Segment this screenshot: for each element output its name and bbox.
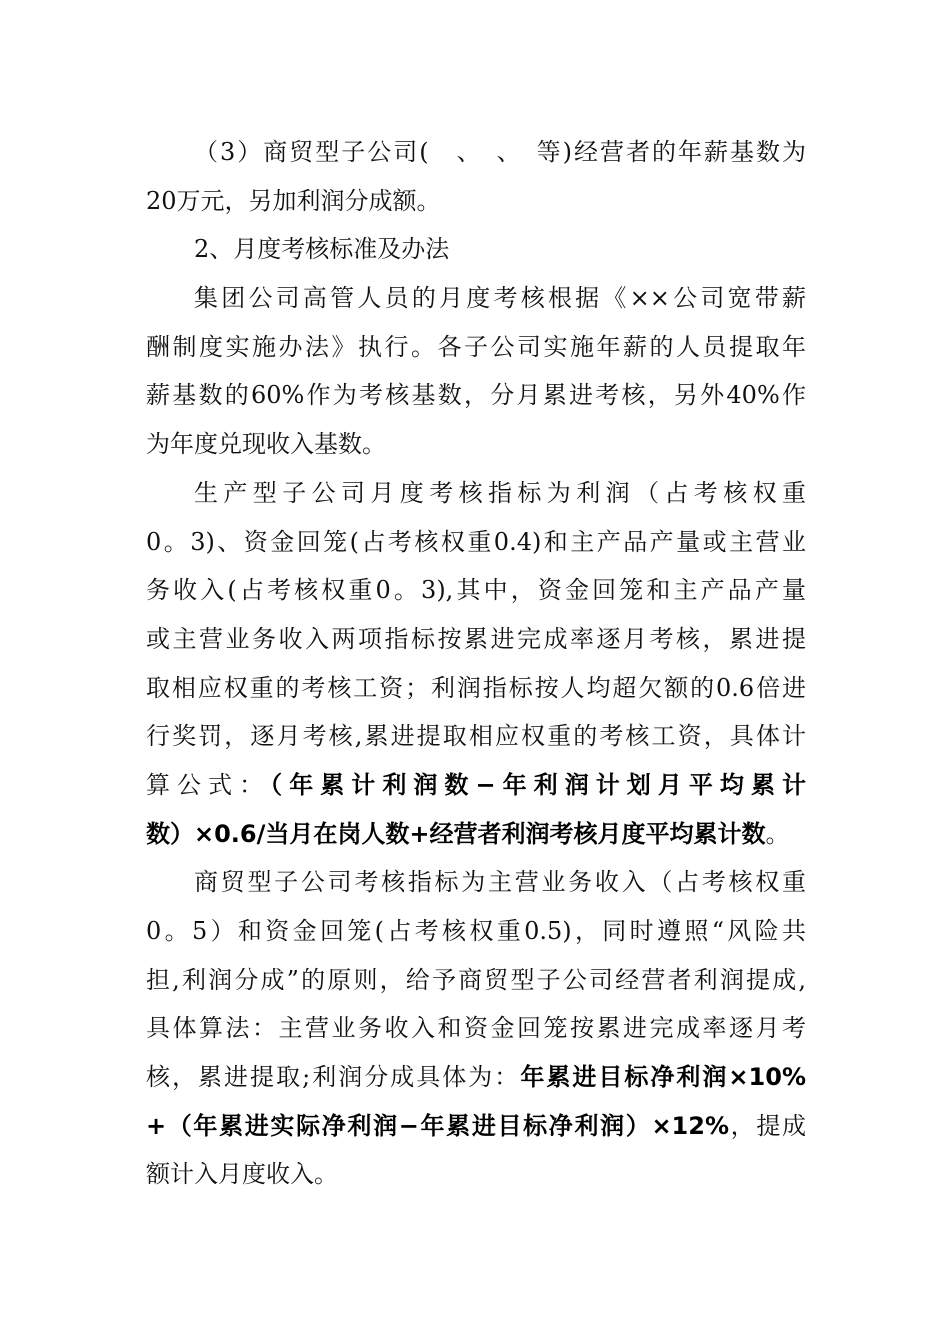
paragraph-line: 集团公司高管人员的月度考核根据《××公司宽带薪 [194,284,806,313]
formula-line [146,1102,806,1151]
paragraph-line: 商贸型子公司考核指标为主营业务收入（占考核权重 [194,868,806,897]
paragraph-line: 生产型子公司月度考核指标为利润（占考核权重 [194,478,806,507]
paragraph-line: 20万元，另加利润分成额。 [146,186,441,215]
formula-suffix: 。 [765,819,790,848]
formula-suffix: ，提成 [729,1111,806,1140]
formula-prefix: 算公式： [146,770,271,799]
paragraph-line: 行奖罚，逐月考核,累进提取相应权重的考核工资，具体计 [146,722,806,751]
paragraph-line: 取相应权重的考核工资；利润指标按人均超欠额的0.6倍进 [146,673,806,702]
paragraph-line: 担,利润分成”的原则，给予商贸型子公司经营者利润提成, [146,965,806,994]
paragraph-line: 务收入(占考核权重0。3),其中，资金回笼和主产品产量 [146,576,806,605]
section-heading: 2、月度考核标准及办法 [194,235,450,264]
paragraph-line: （3）商贸型子公司( 、 、 等)经营者的年薪基数为 [194,138,806,166]
document-body [146,128,806,1199]
formula-bold: +（年累进实际净利润−年累进目标净利润）×12% [146,1111,730,1140]
paragraph-line: 薪基数的60%作为考核基数，分月累进考核，另外40%作 [146,381,806,410]
formula-bold: 数）×0.6/当月在岗人数+经营者利润考核月度平均累计数 [146,819,766,848]
formula-line [146,1053,806,1102]
formula-line [146,810,806,859]
paragraph-line: 0。3)、资金回笼(占考核权重0.4)和主产品产量或主营业 [146,527,806,556]
paragraph-line: 具体算法：主营业务收入和资金回笼按累进完成率逐月考 [146,1014,806,1043]
paragraph-line: 0。5）和资金回笼(占考核权重0.5)，同时遵照“风险共 [146,917,806,945]
paragraph-line: 酬制度实施办法》执行。各子公司实施年薪的人员提取年 [146,332,806,361]
formula-bold: 年累进目标净利润×10% [520,1063,806,1092]
formula-prefix: 核，累进提取;利润分成具体为： [146,1063,521,1092]
paragraph-line: 额计入月度收入。 [146,1160,338,1189]
paragraph-line: 为年度兑现收入基数。 [146,430,386,459]
formula-line [146,761,806,810]
paragraph-line: 或主营业务收入两项指标按累进完成率逐月考核，累进提 [146,624,806,653]
formula-bold: （年累计利润数−年利润计划月平均累计 [270,770,806,799]
